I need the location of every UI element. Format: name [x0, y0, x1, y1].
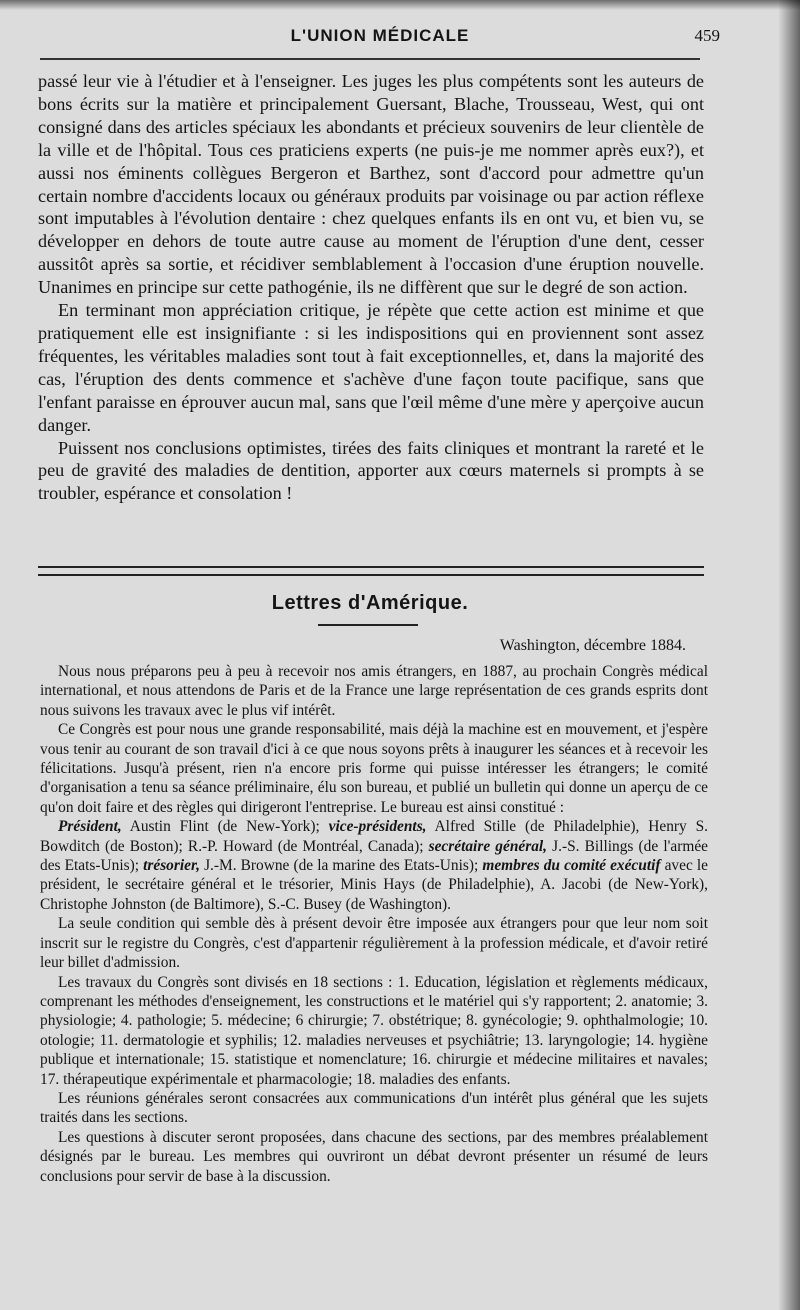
committee-text: Austin Flint (de New-York);: [121, 818, 329, 836]
page-number: 459: [694, 26, 720, 45]
title-underline: [318, 624, 418, 626]
page-header: [40, 24, 720, 54]
letter-paragraph: Les travaux du Congrès sont divisés en 18 sections : 1. Education, législation et règlements médicaux, comprenant les méthodes d'enseignement, les constructions et le matériel qui s'y rapportent; 2. anatomie; 3. physiologie; 4. pathologie; 5. médecine; 6 chirurgie; 7. obstétrique; 8. gynécologie; 9. ophthalmologie; 10. otologie; 11. dermatologie et syphilis; 12. maladies nerveuses et psychiâtrie; 13. laryngologie; 14. hygiène publique et internationale; 15. statistique et nomenclature; 16. chirurgie et médecine militaires et navales; 17. thérapeutique expérimentale et pharmacologie; 18. maladies des enfants.: [40, 973, 708, 1088]
role-treasurer: trésorier,: [143, 857, 200, 875]
dateline: Washington, décembre 1884.: [499, 637, 686, 654]
page-edge-shadow-top: [0, 0, 800, 10]
header-rule: [40, 58, 700, 60]
letter-paragraph: Les questions à discuter seront proposées, dans chacune des sections, par des membres préalablement désignés par le bureau. Les membres qui ouvriront un débat devront présenter un résumé de leurs conclusions pour servir de base à la discussion.: [40, 1128, 708, 1185]
role-vice-presidents: vice-présidents,: [328, 818, 427, 836]
section-separator-double-rule: [38, 566, 704, 576]
article1-paragraph: Puissent nos conclusions optimistes, tirées des faits cliniques et montrant la rareté et le peu de gravité des maladies de dentition, apporter aux cœurs maternels si prompts à se troubler, espérance et consolation !: [38, 437, 704, 504]
role-president: Président,: [58, 818, 122, 836]
letter-paragraph: La seule condition qui semble dès à présent devoir être imposée aux étrangers pour que leur nom soit inscrit sur le registre du Congrès, c'est d'appartenir régulièrement à la profession médicale, et d'avoir retiré leur billet d'admission.: [40, 915, 708, 972]
committee-paragraph: [40, 817, 708, 914]
role-executive-committee: membres du comité exécutif: [482, 857, 661, 875]
committee-text: avec le président, le secrétaire général et le trésorier, Minis Hays (de Philadelphie), A. Jacobi (de New-York), Christophe Johnston (de Baltimore), S.-C. Busey (de Washington).: [40, 857, 708, 913]
committee-text: J.-S. Billings (de l'armée des Etats-Unis);: [40, 837, 708, 875]
article-continuation: [38, 70, 704, 505]
committee-text: Alfred Stille (de Philadelphie), Henry S. Bowditch (de Boston); R.-P. Howard (de Montréal, Canada);: [40, 818, 708, 855]
letter-paragraph: Nous nous préparons peu à peu à recevoir nos amis étrangers, en 1887, au prochain Congrès médical international, et nous attendons de Paris et de la France une large représentation de ces grands esprits dont nous suivons les travaux avec le plus vif intérêt.: [40, 663, 708, 719]
section-title: Lettres d'Amérique.: [271, 592, 469, 614]
committee-text: J.-M. Browne (de la marine des Etats-Unis);: [199, 857, 483, 875]
running-title: L'UNION MÉDICALE: [290, 26, 470, 45]
article1-paragraph: passé leur vie à l'étudier et à l'enseigner. Les juges les plus compétents sont les auteurs de bons écrits sur la matière et principalement Guersant, Blache, Trousseau, West, qui ont consigné dans des articles spéciaux les abondants et précieux souvenirs de leur clientèle de la ville et de l'hôpital. Tous ces praticiens experts (ne puis-je me nommer après eux?), et aussi nos éminents collègues Bergeron et Barthez, sont d'accord pour admettre qu'un certain nombre d'accidents locaux ou généraux produits par voisinage ou par action réflexe sont imputables à l'évolution dentaire : chez quelques enfants ils en ont vu, et bien vu, se développer en dehors de toute autre cause au moment de l'éruption d'une dent, cesser aussitôt après sa sortie, et récidiver semblablement à l'occasion d'une éruption nouvelle. Unanimes en principe sur cette pathogénie, ils ne diffèrent que sur le degré de son action.: [38, 71, 704, 298]
letter-paragraph: Les réunions générales seront consacrées aux communications d'un intérêt plus général que les sujets traités dans les sections.: [40, 1089, 708, 1127]
page-edge-shadow-right: [778, 0, 800, 1310]
letter-body: [40, 662, 708, 1186]
role-secretary: secrétaire général,: [428, 837, 548, 855]
letter-paragraph: Ce Congrès est pour nous une grande responsabilité, mais déjà la machine est en mouvement, et j'espère vous tenir au courant de son travail d'ici à ce que nous soyons prêts à inaugurer les séances et à recevoir les félicitations. Jusqu'à présent, rien n'a encore pris forme qui puisse intéresser les étrangers; le comité d'organisation a tenu sa séance préliminaire, élu son bureau, et publié un bulletin qui donne un aperçu de ce qu'on doit faire et des règles qui dirigeront l'entreprise. Le bureau est ainsi constitué :: [40, 721, 708, 816]
article1-paragraph: En terminant mon appréciation critique, je répète que cette action est minime et que pratiquement elle est insignifiante : si les indispositions qui en proviennent sont assez fréquentes, les véritables maladies sont tout à fait exceptionnelles, et, dans la majorité des cas, l'éruption des dents commence et s'achève d'une façon toute pacifique, sans que l'enfant paraisse en éprouver aucun mal, sans que l'œil même d'une mère y aperçoive aucun danger.: [38, 300, 704, 435]
